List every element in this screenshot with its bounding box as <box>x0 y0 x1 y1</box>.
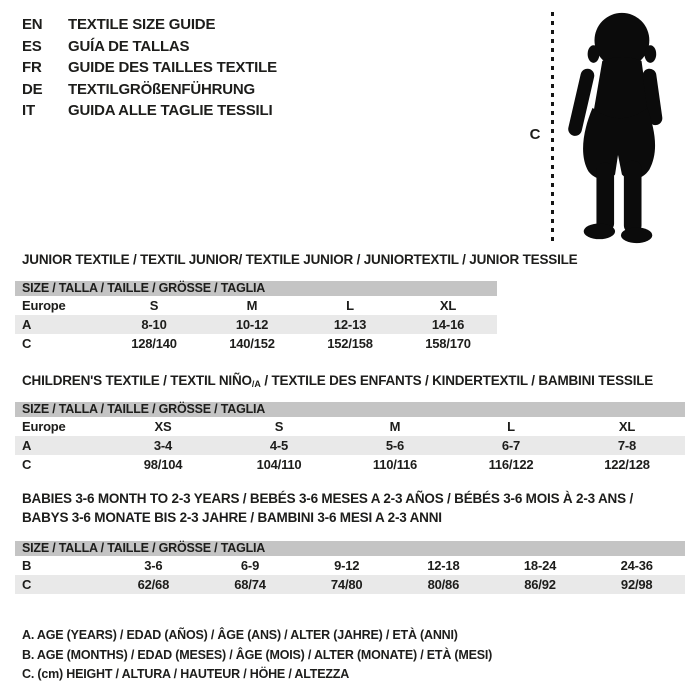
table-cell: 74/80 <box>330 577 363 592</box>
table-cell: 116/122 <box>488 457 534 472</box>
table-cell: 128/140 <box>131 336 177 351</box>
size-header-bar: SIZE / TALLA / TAILLE / GRÖSSE / TAGLIA <box>15 541 685 556</box>
language-code: IT <box>22 102 35 119</box>
babies-table-title <box>22 489 633 527</box>
table-cell: 7-8 <box>617 438 637 453</box>
table-cell: L <box>346 298 354 313</box>
table-cell: XL <box>439 298 457 313</box>
row-label: B <box>22 558 32 573</box>
table-row-height <box>15 575 685 594</box>
row-label: C <box>22 336 32 351</box>
language-row-fr <box>22 57 277 79</box>
table-row-age <box>15 315 497 334</box>
table-cell: 98/104 <box>143 457 183 472</box>
babies-title-line1: BABIES 3-6 MONTH TO 2-3 YEARS / BEBÉS 3-6 MESES A 2-3 AÑOS / BÉBÉS 3-6 MOIS À 2-3 ANS / <box>22 491 633 506</box>
language-code: DE <box>22 80 43 98</box>
row-label: C <box>22 577 32 592</box>
junior-size-table <box>15 281 497 353</box>
table-cell: 10-12 <box>235 317 269 332</box>
junior-table-title: JUNIOR TEXTILE / TEXTIL JUNIOR/ TEXTILE JUNIOR / JUNIORTEXTIL / JUNIOR TESSILE <box>22 252 578 267</box>
childrens-table-title <box>22 373 653 389</box>
table-cell: 5-6 <box>385 438 405 453</box>
table-cell: 6-7 <box>501 438 521 453</box>
language-title: GUIDA ALLE TAGLIE TESSILI <box>68 102 273 119</box>
language-title: GUIDE DES TAILLES TEXTILE <box>68 59 277 76</box>
row-label: Europe <box>22 298 66 313</box>
title-subscript: /A <box>251 379 261 389</box>
table-cell: S <box>149 298 159 313</box>
table-cell: 3-6 <box>144 558 163 573</box>
size-header-bar: SIZE / TALLA / TAILLE / GRÖSSE / TAGLIA <box>15 281 497 296</box>
table-cell: XS <box>154 419 172 434</box>
size-header-bar: SIZE / TALLA / TAILLE / GRÖSSE / TAGLIA <box>15 402 685 417</box>
table-cell: 110/116 <box>372 457 418 472</box>
language-row-it <box>22 100 277 122</box>
table-row-europe <box>15 296 497 315</box>
language-title: TEXTILGRÖßENFÜHRUNG <box>68 80 256 98</box>
table-cell: 24-36 <box>620 558 653 573</box>
toddler-silhouette-icon <box>556 8 680 248</box>
table-cell: M <box>389 419 401 434</box>
title-suffix: / TEXTILE DES ENFANTS / KINDERTEXTIL / BAMBINI TESSILE <box>260 373 654 388</box>
table-cell: 6-9 <box>240 558 260 573</box>
language-code: ES <box>22 37 42 55</box>
table-cell: 3-4 <box>153 438 173 453</box>
table-cell: 8-10 <box>141 317 167 332</box>
language-row-de <box>22 79 277 101</box>
language-code: EN <box>22 16 43 33</box>
table-cell: 92/98 <box>620 577 653 592</box>
table-row-age <box>15 436 685 455</box>
table-cell: 62/68 <box>137 577 170 592</box>
table-cell: M <box>246 298 258 313</box>
row-label: A <box>22 438 32 453</box>
table-row-height <box>15 455 685 474</box>
footnotes <box>22 626 492 685</box>
table-cell: XL <box>618 419 636 434</box>
table-row-height <box>15 334 497 353</box>
table-cell: 152/158 <box>327 336 373 351</box>
babies-title-line2: BABYS 3-6 MONATE BIS 2-3 JAHRE / BAMBINI 3-6 MESI A 2-3 ANNI <box>22 510 442 525</box>
table-cell: 9-12 <box>334 558 360 573</box>
babies-size-table <box>15 541 685 594</box>
table-cell: 122/128 <box>604 457 650 472</box>
language-title: GUÍA DE TALLAS <box>68 37 190 55</box>
table-row-age-months <box>15 556 685 575</box>
height-measure-dashed-line <box>551 12 554 244</box>
height-measure-label: C <box>529 126 541 143</box>
table-cell: L <box>507 419 515 434</box>
table-cell: 104/110 <box>256 457 302 472</box>
table-cell: 12-18 <box>427 558 460 573</box>
table-cell: 14-16 <box>431 317 465 332</box>
table-cell: 158/170 <box>425 336 471 351</box>
language-code: FR <box>22 59 42 76</box>
row-label: C <box>22 457 32 472</box>
row-label: A <box>22 317 32 332</box>
language-title: TEXTILE SIZE GUIDE <box>68 16 216 33</box>
childrens-size-table <box>15 402 685 474</box>
language-row-en <box>22 14 277 36</box>
table-cell: 18-24 <box>523 558 557 573</box>
language-list <box>22 14 277 122</box>
table-cell: 12-13 <box>333 317 367 332</box>
table-cell: 86/92 <box>524 577 556 592</box>
language-row-es <box>22 36 277 58</box>
title-prefix: CHILDREN'S TEXTILE / TEXTIL NIÑO <box>22 373 252 388</box>
row-label: Europe <box>22 419 66 434</box>
footnote-a: A. AGE (YEARS) / EDAD (AÑOS) / ÂGE (ANS) / ALTER (JAHRE) / ETÀ (ANNI) <box>22 628 458 642</box>
table-cell: 4-5 <box>269 438 289 453</box>
table-cell: 68/74 <box>234 577 266 592</box>
footnote-c: C. (cm) HEIGHT / ALTURA / HAUTEUR / HÖHE / ALTEZZA <box>22 667 350 681</box>
table-cell: S <box>274 419 284 434</box>
footnote-b: B. AGE (MONTHS) / EDAD (MESES) / ÂGE (MOIS) / ALTER (MONATE) / ETÀ (MESI) <box>22 647 493 662</box>
table-cell: 80/86 <box>427 577 460 592</box>
table-row-europe <box>15 417 685 436</box>
table-cell: 140/152 <box>229 336 275 351</box>
